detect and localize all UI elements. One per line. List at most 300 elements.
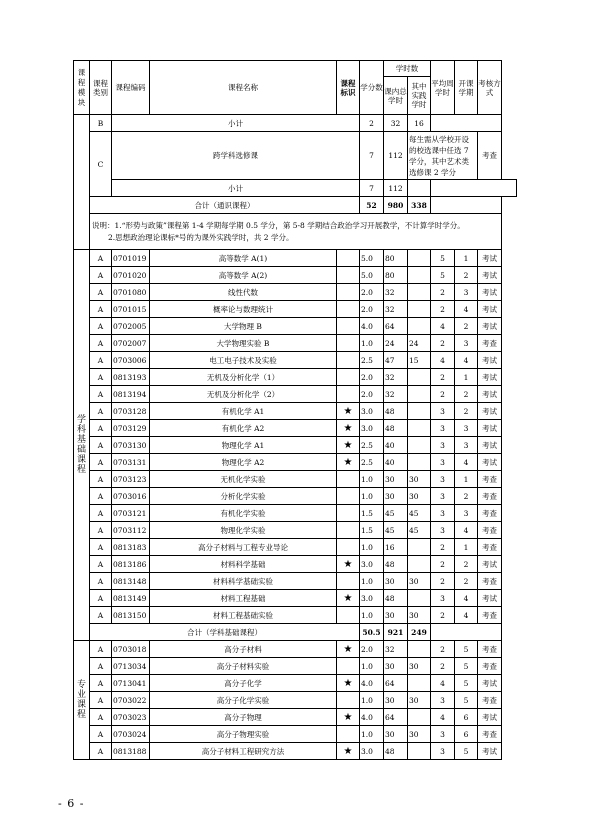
hours-cell: 45 [384, 505, 408, 522]
category-cell: A [90, 471, 112, 488]
category-cell: A [90, 352, 112, 369]
assessment-cell: 考试 [478, 318, 502, 335]
code-cell: 0813194 [112, 386, 150, 403]
c-course-name: 跨学科选修课 [112, 132, 360, 180]
assessment-cell: 考试 [478, 437, 502, 454]
category-cell: A [90, 692, 112, 709]
weekly-cell: 4 [431, 675, 455, 692]
code-cell: 0713041 [112, 675, 150, 692]
c-hours: 112 [384, 132, 408, 180]
practice-cell: 30 [408, 692, 431, 709]
semester-cell: 4 [455, 454, 478, 471]
semester-cell: 2 [455, 488, 478, 505]
hours-cell: 24 [384, 335, 408, 352]
category-cell: A [90, 403, 112, 420]
module-label-text: 专业课程 [77, 680, 87, 720]
table-row [74, 505, 517, 522]
assessment-cell: 考查 [478, 522, 502, 539]
weekly-cell: 2 [431, 386, 455, 403]
credits-cell: 3.0 [360, 420, 384, 437]
course-name-cell: 物理化学 A1 [150, 437, 337, 454]
mark-cell: ★ [337, 420, 360, 437]
credits-cell: 3.0 [360, 590, 384, 607]
course-name-cell: 高等数学 A(2) [150, 267, 337, 284]
practice-cell [408, 675, 431, 692]
credits-cell: 2.0 [360, 284, 384, 301]
code-cell: 0703130 [112, 437, 150, 454]
weekly-cell: 3 [431, 743, 455, 760]
course-name-cell: 电工电子技术及实验 [150, 352, 337, 369]
table-row [74, 352, 517, 369]
course-name-cell: 高分子材料实验 [150, 658, 337, 675]
practice-cell [408, 641, 431, 658]
general-total-practice: 338 [408, 197, 431, 214]
course-name-cell: 高分子材料 [150, 641, 337, 658]
mark-cell [337, 522, 360, 539]
hours-cell: 30 [384, 658, 408, 675]
course-name-cell: 高等数学 A(1) [150, 250, 337, 267]
mark-cell: ★ [337, 454, 360, 471]
code-cell: 0703131 [112, 454, 150, 471]
practice-cell: 30 [408, 573, 431, 590]
practice-cell: 30 [408, 658, 431, 675]
weekly-cell: 4 [431, 709, 455, 726]
note-line-1: 说明：1.“形势与政策”课程第 1-4 学期每学期 0.5 学分，第 5-8 学期结合政治学习开展教学，不计算学时学分。 [92, 220, 465, 230]
hours-cell: 47 [384, 352, 408, 369]
category-cell: A [90, 267, 112, 284]
practice-cell [408, 437, 431, 454]
table-row [74, 709, 517, 726]
weekly-cell: 3 [431, 471, 455, 488]
code-cell: 0701015 [112, 301, 150, 318]
weekly-cell: 2 [431, 658, 455, 675]
mark-cell [337, 539, 360, 556]
weekly-cell: 2 [431, 641, 455, 658]
category-cell: A [90, 505, 112, 522]
code-cell: 0813193 [112, 369, 150, 386]
credits-cell: 1.5 [360, 522, 384, 539]
hours-cell: 48 [384, 743, 408, 760]
assessment-cell: 考试 [478, 420, 502, 437]
category-cell: A [90, 607, 112, 624]
course-name-cell: 高分子物理 [150, 709, 337, 726]
practice-cell [408, 250, 431, 267]
category-cell: A [90, 522, 112, 539]
table-row [74, 556, 517, 573]
credits-cell: 4.0 [360, 709, 384, 726]
header-weekly: 平均周学时 [431, 61, 455, 115]
table-row [74, 250, 517, 267]
weekly-cell: 5 [431, 267, 455, 284]
section-total-label: 合计（学科基础课程） [90, 624, 360, 641]
assessment-cell: 考试 [478, 301, 502, 318]
assessment-cell: 考试 [478, 267, 502, 284]
code-cell: 0703121 [112, 505, 150, 522]
header-category: 课程类别 [90, 61, 112, 115]
practice-cell: 45 [408, 522, 431, 539]
hours-cell: 30 [384, 488, 408, 505]
weekly-cell: 3 [431, 437, 455, 454]
header-hours: 学时数 [384, 61, 431, 77]
semester-cell: 6 [455, 726, 478, 743]
assessment-cell: 考试 [478, 352, 502, 369]
code-cell: 0703016 [112, 488, 150, 505]
assessment-cell: 考试 [478, 386, 502, 403]
assessment-cell: 考查 [478, 692, 502, 709]
semester-cell: 3 [455, 284, 478, 301]
hours-cell: 48 [384, 420, 408, 437]
code-cell: 0813188 [112, 743, 150, 760]
category-cell: A [90, 369, 112, 386]
category-cell: A [90, 658, 112, 675]
practice-cell [408, 267, 431, 284]
mark-cell [337, 726, 360, 743]
semester-cell: 2 [455, 573, 478, 590]
code-cell: 0702005 [112, 318, 150, 335]
c-assessment: 考查 [478, 132, 502, 180]
code-cell: 0703128 [112, 403, 150, 420]
course-name-cell: 材料工程基础实验 [150, 607, 337, 624]
mark-cell [337, 471, 360, 488]
course-name-cell: 高分子化学实验 [150, 692, 337, 709]
c-remark: 每生需从学校开设的校选课中任选 7 学分，其中艺术类选修课 2 学分 [408, 132, 478, 180]
practice-cell [408, 420, 431, 437]
table-row [74, 454, 517, 471]
category-cell: A [90, 590, 112, 607]
category-cell: A [90, 573, 112, 590]
code-cell: 0703129 [112, 420, 150, 437]
weekly-cell: 3 [431, 454, 455, 471]
assessment-cell: 考查 [478, 505, 502, 522]
semester-cell: 1 [455, 471, 478, 488]
table-row [74, 437, 517, 454]
credits-cell: 1.0 [360, 539, 384, 556]
code-cell: 0703112 [112, 522, 150, 539]
general-total-label: 合计（通识课程） [90, 197, 360, 214]
semester-cell: 2 [455, 386, 478, 403]
general-total-hours: 980 [384, 197, 408, 214]
credits-cell: 1.0 [360, 726, 384, 743]
code-cell: 0713034 [112, 658, 150, 675]
header-credits: 学分数 [360, 61, 384, 115]
hours-cell: 30 [384, 692, 408, 709]
credits-cell: 3.0 [360, 556, 384, 573]
weekly-cell: 3 [431, 522, 455, 539]
assessment-cell: 考试 [478, 675, 502, 692]
b-practice: 16 [408, 115, 431, 132]
mark-cell: ★ [337, 403, 360, 420]
mark-cell: ★ [337, 675, 360, 692]
course-name-cell: 有机化学 A2 [150, 420, 337, 437]
course-name-cell: 大学物理实验 B [150, 335, 337, 352]
table-row [74, 522, 517, 539]
weekly-cell: 2 [431, 369, 455, 386]
section-total-credits: 50.5 [360, 624, 384, 641]
assessment-cell: 考试 [478, 403, 502, 420]
code-cell: 0702007 [112, 335, 150, 352]
weekly-cell: 2 [431, 573, 455, 590]
credits-cell: 3.0 [360, 403, 384, 420]
table-row [74, 471, 517, 488]
credits-cell: 2.0 [360, 369, 384, 386]
credits-cell: 2.5 [360, 352, 384, 369]
credits-cell: 4.0 [360, 318, 384, 335]
course-name-cell: 概率论与数理统计 [150, 301, 337, 318]
course-name-cell: 大学物理 B [150, 318, 337, 335]
table-row [74, 403, 517, 420]
practice-cell [408, 318, 431, 335]
course-name-cell: 材料工程基础 [150, 590, 337, 607]
code-cell: 0813186 [112, 556, 150, 573]
header-module: 课程模块 [74, 61, 90, 115]
credits-cell: 1.0 [360, 658, 384, 675]
mark-cell: ★ [337, 743, 360, 760]
header-code: 课程编码 [112, 61, 150, 115]
c-sub-empty [408, 180, 431, 197]
semester-cell: 2 [455, 318, 478, 335]
weekly-cell: 3 [431, 590, 455, 607]
category-cell: A [90, 539, 112, 556]
table-row [74, 539, 517, 556]
code-cell: 0703023 [112, 709, 150, 726]
b-subtotal-label: 小计 [112, 115, 360, 132]
hours-cell: 32 [384, 284, 408, 301]
mark-cell [337, 318, 360, 335]
curriculum-table-page [73, 60, 517, 760]
module-label-text: 学科基础课程 [77, 415, 87, 475]
assessment-cell: 考查 [478, 539, 502, 556]
mark-cell [337, 369, 360, 386]
semester-cell: 3 [455, 505, 478, 522]
semester-cell: 1 [455, 250, 478, 267]
mark-cell: ★ [337, 590, 360, 607]
mark-cell: ★ [337, 556, 360, 573]
weekly-cell: 2 [431, 556, 455, 573]
semester-cell: 5 [455, 743, 478, 760]
weekly-cell: 3 [431, 420, 455, 437]
assessment-cell: 考试 [478, 369, 502, 386]
credits-cell: 2.0 [360, 386, 384, 403]
course-name-cell: 有机化学 A1 [150, 403, 337, 420]
category-cell: A [90, 335, 112, 352]
section-total-row [74, 624, 517, 641]
practice-cell: 30 [408, 488, 431, 505]
category-cell: A [90, 454, 112, 471]
curriculum-table [73, 60, 517, 760]
weekly-cell: 2 [431, 335, 455, 352]
hours-cell: 64 [384, 675, 408, 692]
section-total-hours: 921 [384, 624, 408, 641]
mark-cell [337, 488, 360, 505]
course-name-cell: 物理化学 A2 [150, 454, 337, 471]
note-line-2: 2.思想政治理论课标*号的为课外实践学时，共 2 学分。 [108, 232, 294, 242]
page-number: - 6 - [58, 797, 85, 810]
semester-cell: 5 [455, 641, 478, 658]
mark-cell [337, 607, 360, 624]
credits-cell: 5.0 [360, 267, 384, 284]
table-row [74, 692, 517, 709]
header-name: 课程名称 [150, 61, 337, 115]
assessment-cell: 考查 [478, 658, 502, 675]
category-cell: A [90, 641, 112, 658]
course-name-cell: 高分子化学 [150, 675, 337, 692]
hours-cell: 80 [384, 267, 408, 284]
assessment-cell: 考查 [478, 471, 502, 488]
table-row [74, 658, 517, 675]
practice-cell [408, 301, 431, 318]
practice-cell: 15 [408, 352, 431, 369]
module-general-cell [74, 115, 90, 250]
code-cell: 0703022 [112, 692, 150, 709]
credits-cell: 2.5 [360, 437, 384, 454]
category-cell: A [90, 743, 112, 760]
assessment-cell: 考查 [478, 573, 502, 590]
weekly-cell: 3 [431, 488, 455, 505]
module-label [74, 250, 90, 641]
credits-cell: 1.0 [360, 488, 384, 505]
assessment-cell: 考查 [478, 726, 502, 743]
semester-cell: 1 [455, 539, 478, 556]
mark-cell [337, 267, 360, 284]
hours-cell: 32 [384, 641, 408, 658]
table-row [74, 607, 517, 624]
assessment-cell: 考试 [478, 556, 502, 573]
practice-cell: 30 [408, 471, 431, 488]
hours-cell: 32 [384, 386, 408, 403]
c-sub-credits: 7 [360, 180, 384, 197]
header-semester: 开课学期 [455, 61, 478, 115]
category-c: C [90, 132, 112, 197]
table-row [74, 369, 517, 386]
code-cell: 0703006 [112, 352, 150, 369]
mark-cell [337, 335, 360, 352]
credits-cell: 5.0 [360, 250, 384, 267]
practice-cell: 24 [408, 335, 431, 352]
notes-cell [90, 214, 502, 250]
category-cell: A [90, 709, 112, 726]
category-cell: A [90, 726, 112, 743]
code-cell: 0813148 [112, 573, 150, 590]
code-cell: 0703018 [112, 641, 150, 658]
practice-cell: 30 [408, 726, 431, 743]
code-cell: 0703024 [112, 726, 150, 743]
semester-cell: 5 [455, 692, 478, 709]
table-row [74, 675, 517, 692]
practice-cell [408, 556, 431, 573]
assessment-cell: 考试 [478, 284, 502, 301]
practice-cell [408, 539, 431, 556]
hours-cell: 40 [384, 437, 408, 454]
category-cell: A [90, 437, 112, 454]
course-name-cell: 线性代数 [150, 284, 337, 301]
mark-cell [337, 284, 360, 301]
weekly-cell: 3 [431, 726, 455, 743]
header-practice: 其中实践学时 [408, 77, 431, 115]
mark-cell [337, 250, 360, 267]
table-row [74, 573, 517, 590]
assessment-cell: 考试 [478, 709, 502, 726]
table-row [74, 335, 517, 352]
credits-cell: 1.0 [360, 573, 384, 590]
header-mark: 课程标识 [337, 61, 360, 115]
weekly-cell: 2 [431, 539, 455, 556]
practice-cell: 30 [408, 607, 431, 624]
category-b: B [90, 115, 112, 132]
table-row [74, 386, 517, 403]
semester-cell: 5 [455, 675, 478, 692]
general-total-credits: 52 [360, 197, 384, 214]
mark-cell [337, 301, 360, 318]
hours-cell: 80 [384, 250, 408, 267]
assessment-cell: 考查 [478, 641, 502, 658]
table-row [74, 641, 517, 658]
hours-cell: 64 [384, 318, 408, 335]
assessment-cell: 考查 [478, 335, 502, 352]
b-credits: 2 [360, 115, 384, 132]
hours-cell: 64 [384, 709, 408, 726]
general-total-empty [431, 197, 502, 214]
credits-cell: 3.0 [360, 743, 384, 760]
course-name-cell: 高分子物理实验 [150, 726, 337, 743]
code-cell: 0703123 [112, 471, 150, 488]
semester-cell: 2 [455, 267, 478, 284]
weekly-cell: 2 [431, 284, 455, 301]
credits-cell: 1.0 [360, 335, 384, 352]
course-name-cell: 材料科学基础实验 [150, 573, 337, 590]
assessment-cell: 考查 [478, 607, 502, 624]
table-row [74, 301, 517, 318]
hours-cell: 16 [384, 539, 408, 556]
course-name-cell: 无机及分析化学（2） [150, 386, 337, 403]
weekly-cell: 3 [431, 505, 455, 522]
header-in-class: 课内总学时 [384, 77, 408, 115]
practice-cell [408, 386, 431, 403]
semester-cell: 4 [455, 301, 478, 318]
semester-cell: 3 [455, 335, 478, 352]
code-cell: 0813149 [112, 590, 150, 607]
practice-cell [408, 709, 431, 726]
assessment-cell: 考试 [478, 743, 502, 760]
practice-cell [408, 403, 431, 420]
course-name-cell: 高分子材料与工程专业导论 [150, 539, 337, 556]
practice-cell: 45 [408, 505, 431, 522]
credits-cell: 2.5 [360, 454, 384, 471]
section-total-practice: 249 [408, 624, 431, 641]
mark-cell [337, 658, 360, 675]
credits-cell: 2.0 [360, 301, 384, 318]
credits-cell: 1.0 [360, 692, 384, 709]
course-name-cell: 分析化学实验 [150, 488, 337, 505]
category-cell: A [90, 420, 112, 437]
mark-cell [337, 386, 360, 403]
course-name-cell: 高分子材料工程研究方法 [150, 743, 337, 760]
hours-cell: 32 [384, 369, 408, 386]
b-empty [431, 115, 502, 132]
table-row [74, 318, 517, 335]
table-row [74, 590, 517, 607]
credits-cell: 2.0 [360, 641, 384, 658]
semester-cell: 1 [455, 369, 478, 386]
category-cell: A [90, 284, 112, 301]
weekly-cell: 5 [431, 250, 455, 267]
hours-cell: 30 [384, 726, 408, 743]
hours-cell: 48 [384, 556, 408, 573]
mark-cell [337, 505, 360, 522]
semester-cell: 3 [455, 437, 478, 454]
module-label [74, 641, 90, 760]
assessment-cell: 考试 [478, 590, 502, 607]
code-cell: 0813150 [112, 607, 150, 624]
